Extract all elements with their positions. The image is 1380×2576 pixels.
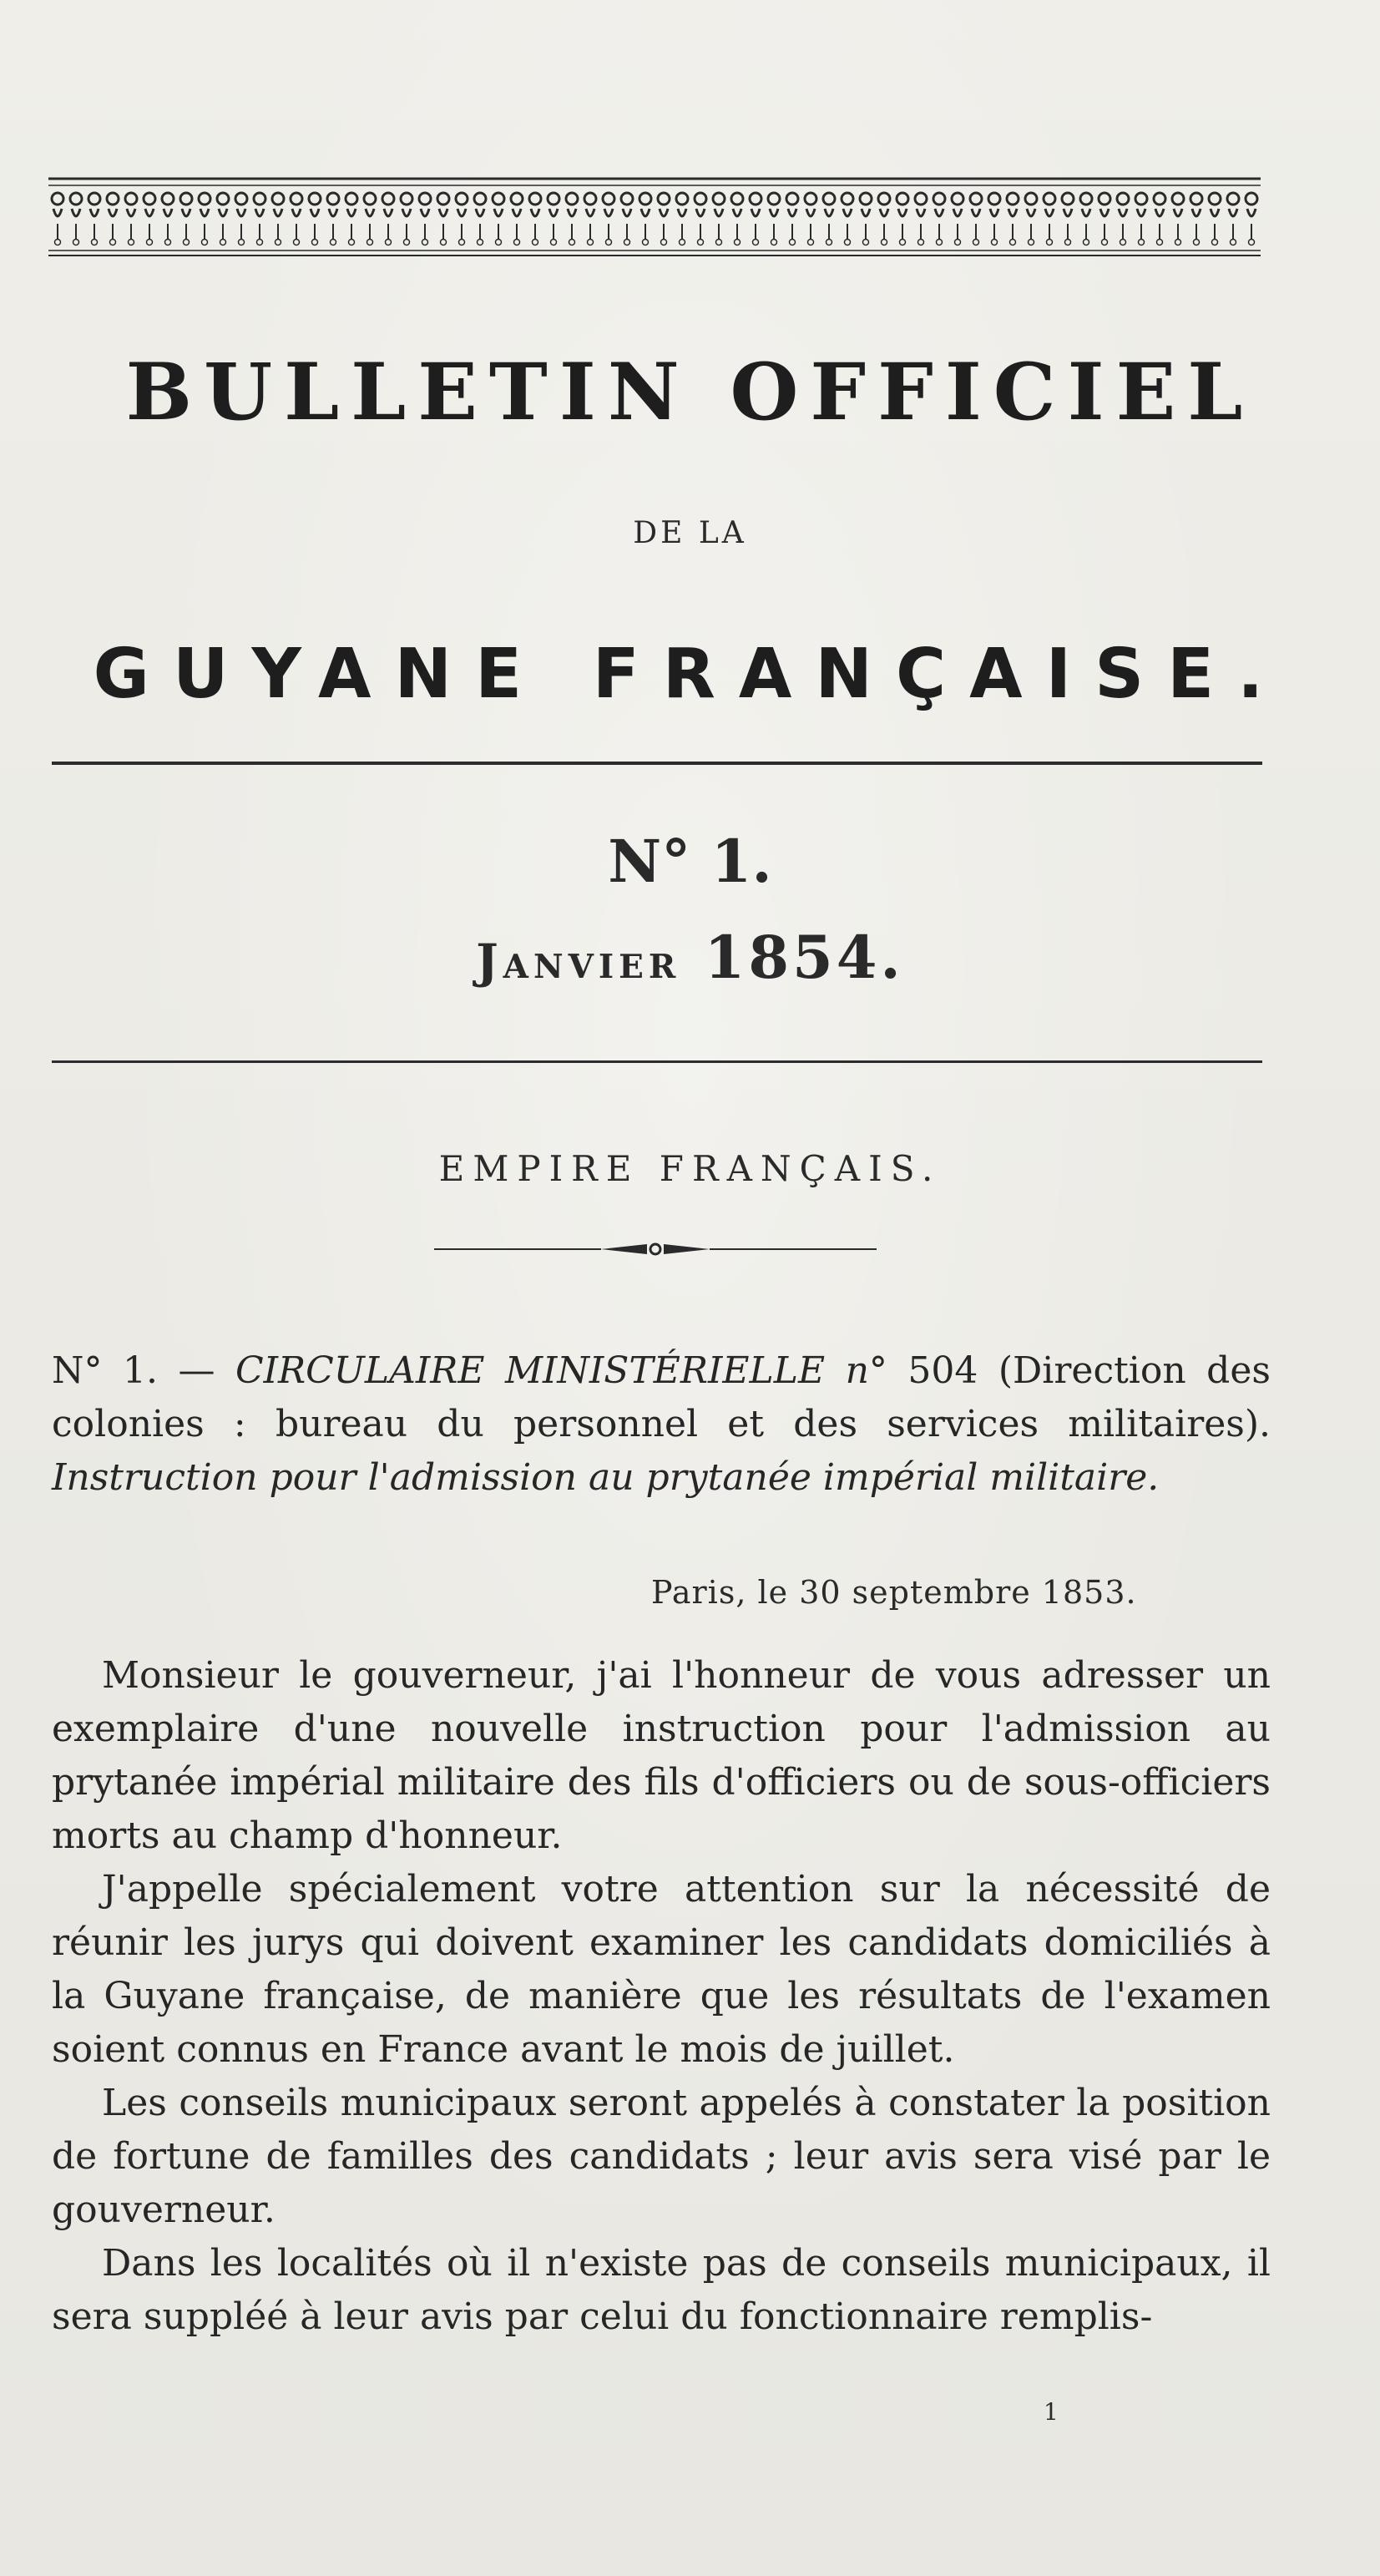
ornamental-border <box>48 174 1261 257</box>
issue-date <box>0 923 1380 992</box>
article-paragraph: J'appelle spécialement votre attention sur la nécessité de réunir les jurys qui doivent examiner les candidats domiciliés à la Guyane française, de manière que les résultats de l'examen soient connus en France avant le mois de juillet. <box>52 1868 1271 2071</box>
article-paragraph: Monsieur le gouverneur, j'ai l'honneur de vous adresser un exemplaire d'une nouvelle instruction pour l'admission au prytanée impérial militaire des fils d'officiers ou de sous-officiers morts au champ d'honneur. <box>52 1654 1271 1857</box>
article-number: N° 1. <box>52 1349 158 1392</box>
article-direction: (Direction des colonies : bureau du personnel et des services militaires). <box>52 1349 1271 1445</box>
article-body <box>52 1649 1271 2344</box>
article-title: CIRCULAIRE MINISTÉRIELLE <box>235 1349 826 1392</box>
issue-divider <box>52 1060 1262 1063</box>
issue-number: N° 1. <box>608 827 772 896</box>
article-instruction: Instruction pour l'admission au prytanée impérial militaire. <box>52 1456 1160 1499</box>
masthead-subtitle: GUYANE FRANÇAISE. <box>93 635 1287 714</box>
masthead-divider <box>52 762 1262 765</box>
article-no-label: n° <box>845 1349 887 1392</box>
article-dash: — <box>178 1349 215 1392</box>
article-circular-number: 504 <box>907 1349 978 1392</box>
masthead-connector: DE LA <box>633 516 747 550</box>
section-heading: EMPIRE FRANÇAIS. <box>438 1148 942 1189</box>
article-heading <box>52 1344 1271 1505</box>
article-place-date: Paris, le 30 septembre 1853. <box>651 1574 1137 1611</box>
article-paragraph: Dans les localités où il n'existe pas de conseils municipaux, il sera suppléé à leur avis par celui du fonctionnaire remplis- <box>52 2242 1271 2338</box>
issue-year: 1854. <box>704 923 904 992</box>
page-number: 1 <box>1044 2398 1059 2426</box>
masthead-title: BULLETIN OFFICIEL <box>125 347 1255 438</box>
issue-month: Janvier <box>476 934 681 989</box>
section-ornament <box>434 1239 877 1259</box>
article-paragraph: Les conseils municipaux seront appelés à constater la position de fortune de familles des candidats ; leur avis sera visé par le gouverneur. <box>52 2082 1271 2231</box>
